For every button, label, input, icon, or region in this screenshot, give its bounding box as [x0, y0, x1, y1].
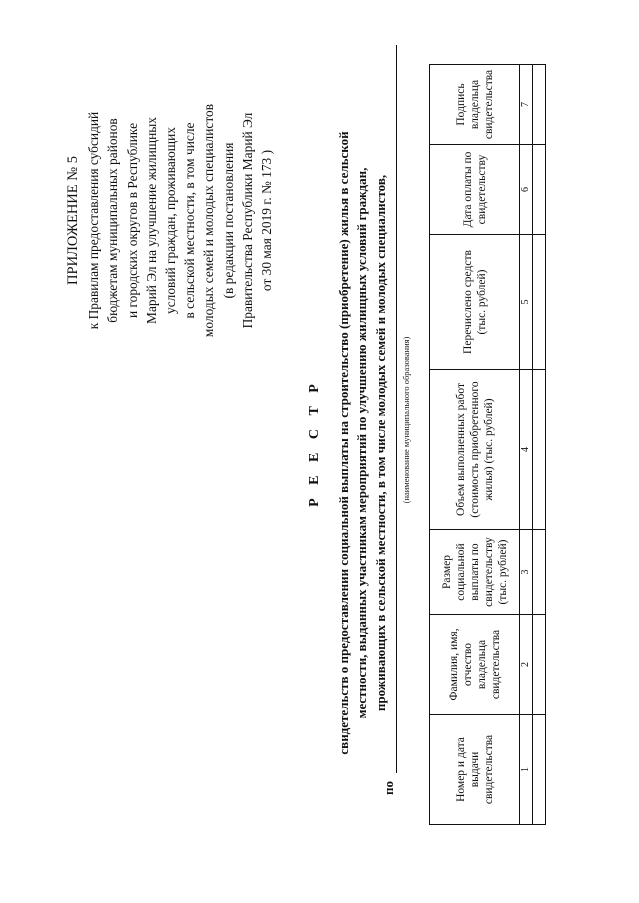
table-cell — [533, 235, 546, 370]
column-number: 5 — [520, 235, 533, 370]
municipality-hint: (наименование муниципального образования) — [401, 336, 411, 504]
column-header: Перечислено средств (тыс. рублей) — [430, 235, 520, 370]
table-cell — [533, 530, 546, 615]
column-header: Объем выполненных работ (стоимость приобретенного жилья) (тыс. рублей) — [430, 370, 520, 530]
document-heading — [306, 43, 390, 843]
appendix-line: Правительства Республики Марий Эл — [239, 112, 255, 329]
column-number: 3 — [520, 530, 533, 615]
column-number: 6 — [520, 145, 533, 235]
table-cell — [533, 145, 546, 235]
column-header: Подпись владельца свидетельства — [430, 65, 520, 145]
column-number: 7 — [520, 65, 533, 145]
appendix-line: условий граждан, проживающих — [163, 127, 179, 314]
column-header: Фамилия, имя, отчество владельца свидетельства — [430, 615, 520, 715]
heading-line: проживающих в сельской местности, в том числе молодых семей и молодых специалистов, — [372, 174, 388, 712]
appendix-line: (в редакции постановления — [220, 142, 236, 299]
table-cell — [533, 370, 546, 530]
column-number: 1 — [520, 715, 533, 825]
heading-line: местности, выданных участникам мероприятий по улучшению жилищных условий граждан, — [354, 167, 369, 719]
register-table — [429, 64, 546, 825]
column-header: Номер и дата выдачи свидетельства — [430, 715, 520, 825]
municipality-underline — [396, 45, 397, 773]
column-header: Дата оплаты по свидетельству — [430, 145, 520, 235]
table-header-row — [430, 65, 520, 825]
appendix-line: к Правилам предоставления субсидий — [86, 111, 102, 330]
appendix-title: ПРИЛОЖЕНИЕ № 5 — [65, 156, 81, 285]
appendix-block — [64, 73, 276, 368]
po-label: по — [381, 781, 396, 795]
municipality-row — [381, 45, 411, 795]
column-number: 4 — [520, 370, 533, 530]
column-number: 2 — [520, 615, 533, 715]
table-cell — [533, 615, 546, 715]
appendix-line: Марий Эл на улучшение жилищных — [143, 117, 159, 324]
table-cell — [533, 65, 546, 145]
table-row — [533, 65, 546, 825]
table-cell — [533, 715, 546, 825]
column-number-row — [520, 65, 533, 825]
appendix-line: и городских округов в Республике — [124, 122, 140, 319]
column-header: Размер социальной выплаты по свидетельству (тыс. рублей) — [430, 530, 520, 615]
document-title: Р Е Е С Т Р — [307, 379, 322, 507]
appendix-line: от 30 мая 2019 г. № 173 ) — [259, 149, 275, 292]
appendix-line: бюджетам муниципальных районов — [105, 118, 121, 323]
heading-line: свидетельств о предоставлении социальной выплаты на строительство (приобретение) жилья в сельской — [335, 131, 351, 755]
appendix-line: в сельской местности, в том числе — [182, 122, 198, 319]
appendix-line: молодых семей и молодых специалистов — [201, 103, 217, 338]
